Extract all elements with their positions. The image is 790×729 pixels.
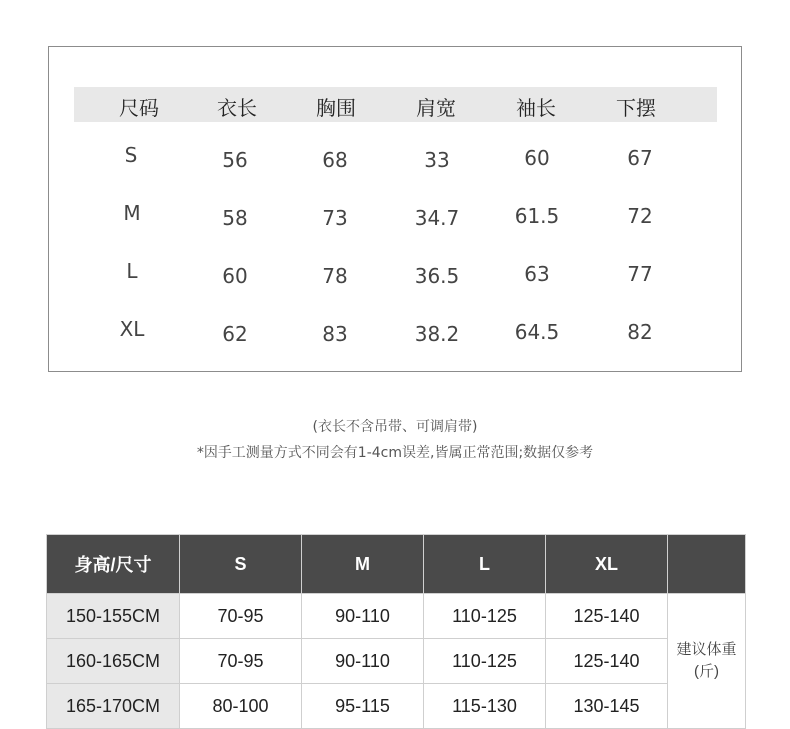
measurement-note: (衣长不含吊带、可调肩带) xyxy=(312,419,478,435)
size-value: 64.5 xyxy=(514,320,560,344)
size-value: 60 xyxy=(222,264,248,288)
weight-range: 80-100 xyxy=(180,684,302,729)
size-chart xyxy=(48,46,742,372)
weight-range: 70-95 xyxy=(180,639,302,684)
header-shoulder: 肩宽 xyxy=(416,96,456,120)
header-m: M xyxy=(302,535,424,594)
weight-chart-header-row xyxy=(47,535,746,594)
height-range: 160-165CM xyxy=(47,639,180,684)
size-value: 34.7 xyxy=(414,206,460,230)
suggested-weight-note xyxy=(668,594,746,729)
header-l: L xyxy=(424,535,546,594)
header-size: 尺码 xyxy=(119,96,159,120)
size-value: 68 xyxy=(322,148,348,172)
weight-range: 95-115 xyxy=(302,684,424,729)
size-value: 58 xyxy=(222,206,248,230)
size-value: 83 xyxy=(322,322,348,346)
header-blank xyxy=(668,535,746,594)
size-value: 77 xyxy=(627,262,653,286)
suggested-weight-label: 建议体重 xyxy=(676,641,737,658)
header-hem: 下摆 xyxy=(616,96,656,120)
weight-range: 115-130 xyxy=(424,684,546,729)
size-value: 38.2 xyxy=(414,322,460,346)
size-label: L xyxy=(126,259,138,283)
table-row xyxy=(47,594,746,639)
weight-range: 125-140 xyxy=(546,639,668,684)
size-value: 62 xyxy=(222,322,248,346)
size-value: 63 xyxy=(524,262,550,286)
size-value: 61.5 xyxy=(514,204,560,228)
table-row xyxy=(47,684,746,729)
size-label: XL xyxy=(119,317,145,341)
height-range: 150-155CM xyxy=(47,594,180,639)
header-sleeve: 袖长 xyxy=(516,96,556,120)
weight-range: 110-125 xyxy=(424,639,546,684)
weight-range: 70-95 xyxy=(180,594,302,639)
weight-unit-label: (斤) xyxy=(694,663,719,680)
size-value: 60 xyxy=(524,146,550,170)
size-value: 72 xyxy=(627,204,653,228)
header-chest: 胸围 xyxy=(316,96,356,120)
weight-range: 90-110 xyxy=(302,594,424,639)
weight-range: 130-145 xyxy=(546,684,668,729)
size-value: 33 xyxy=(424,148,450,172)
header-length: 衣长 xyxy=(217,96,257,120)
table-row xyxy=(47,639,746,684)
weight-range: 90-110 xyxy=(302,639,424,684)
size-value: 56 xyxy=(222,148,248,172)
size-value: 82 xyxy=(627,320,653,344)
header-height-size: 身高/尺寸 xyxy=(47,535,180,594)
header-s: S xyxy=(180,535,302,594)
size-value: 78 xyxy=(322,264,348,288)
tolerance-note: *因手工测量方式不同会有1-4cm误差,皆属正常范围;数据仅参考 xyxy=(196,445,594,461)
size-value: 36.5 xyxy=(414,264,460,288)
height-range: 165-170CM xyxy=(47,684,180,729)
weight-chart xyxy=(46,534,746,729)
size-label: M xyxy=(123,201,141,225)
weight-range: 125-140 xyxy=(546,594,668,639)
size-value: 73 xyxy=(322,206,348,230)
header-xl: XL xyxy=(546,535,668,594)
size-label: S xyxy=(124,143,138,167)
weight-range: 110-125 xyxy=(424,594,546,639)
size-value: 67 xyxy=(627,146,653,170)
